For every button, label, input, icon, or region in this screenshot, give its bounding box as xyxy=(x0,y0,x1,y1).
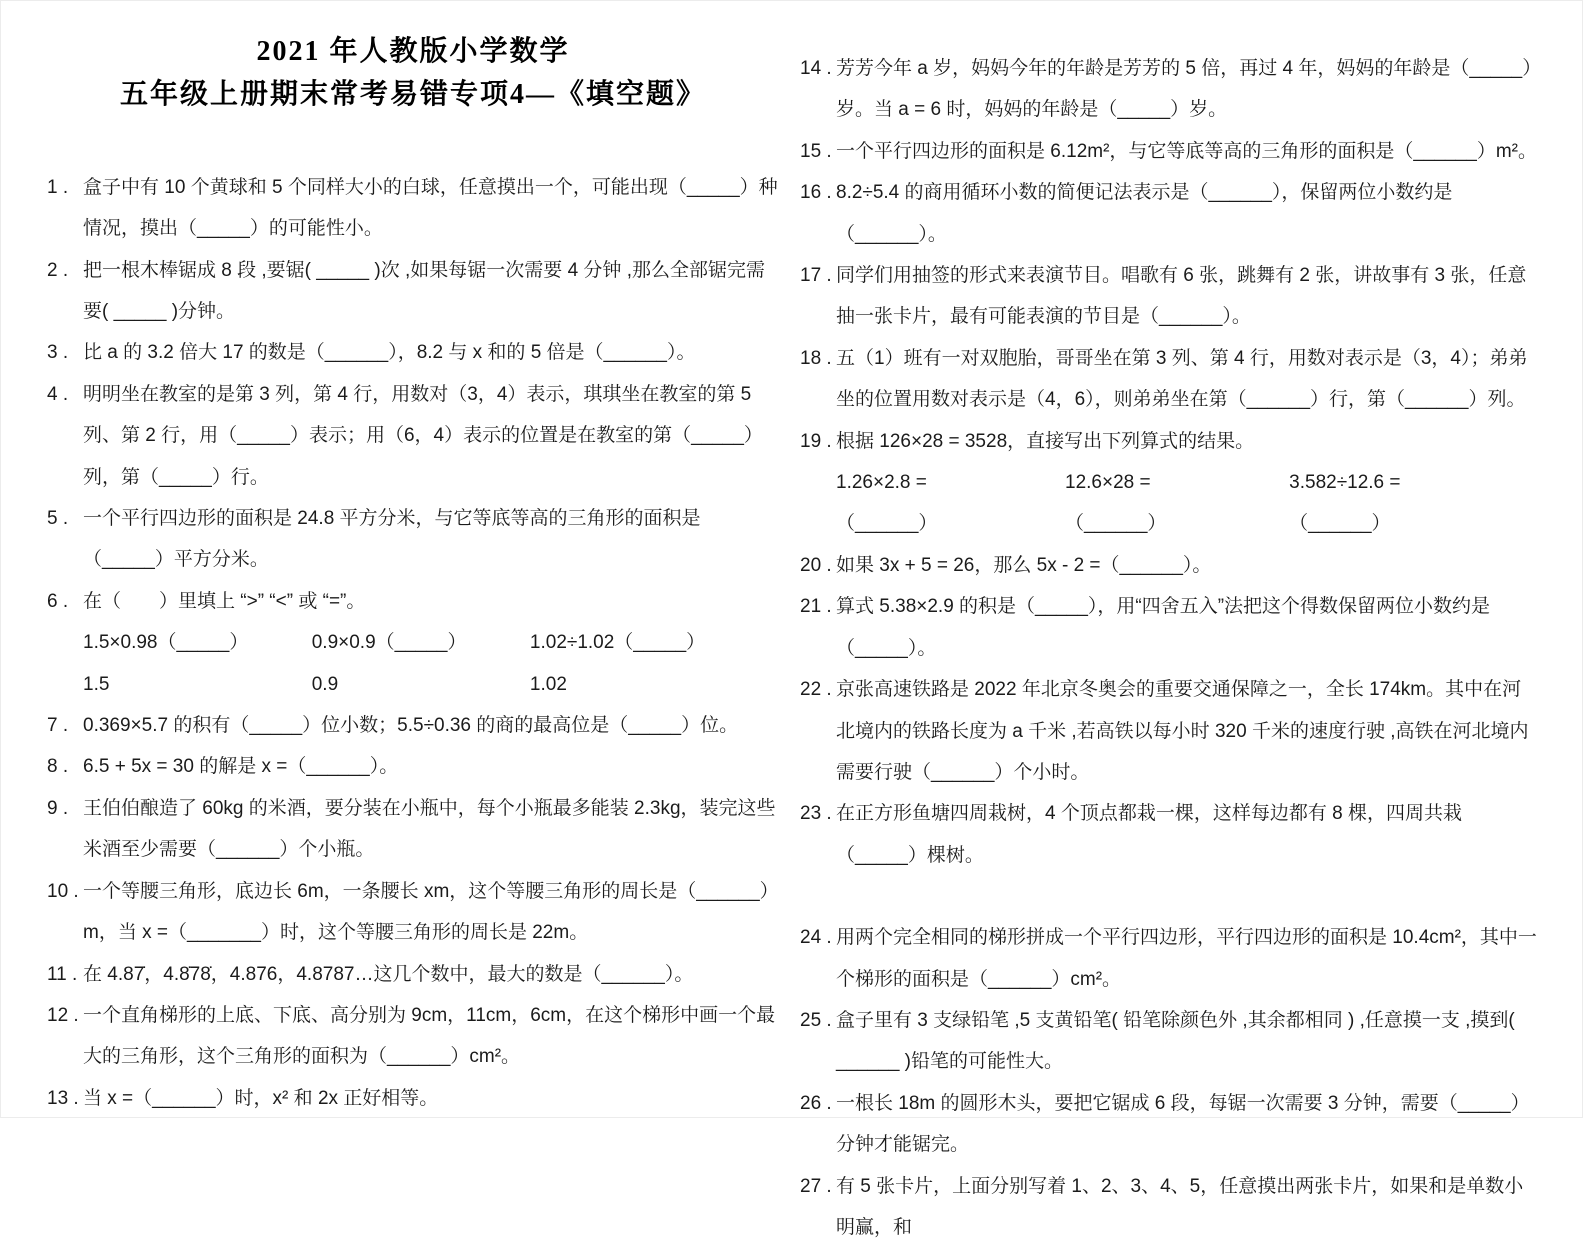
question-text: 同学们用抽签的形式来表演节目。唱歌有 6 张，跳舞有 2 张，讲故事有 3 张，任意抽一张卡片，最有可能表演的节目是（______）。 xyxy=(836,265,1527,328)
question-text: 6.5 + 5x = 30 的解是 x =（______）。 xyxy=(83,756,399,778)
question-text: 京张高速铁路是 2022 年北京冬奥会的重要交通保障之一，全长 174km。其中在河北境内的铁路长度为 a 千米 ,若高铁以每小时 320 千米的速度行驶 ,高铁在河北境内需要行驶（______）个小时。 xyxy=(836,679,1529,783)
question-text: 王伯伯酿造了 60kg 的米酒，要分装在小瓶中，每个小瓶最多能装 2.3kg，装完这些米酒至少需要（______）个小瓶。 xyxy=(83,797,776,861)
question-text: 比 a 的 3.2 倍大 17 的数是（______），8.2 与 x 和的 5 倍是（______）。 xyxy=(83,342,696,364)
question-text: 根据 126×28 = 3528，直接写出下列算式的结果。 xyxy=(836,430,1255,452)
question-text: 芳芳今年 a 岁，妈妈今年的年龄是芳芳的 5 倍，再过 4 年，妈妈的年龄是（_____）岁。当 a = 6 时，妈妈的年龄是（_____）岁。 xyxy=(836,58,1532,121)
question-number: 21 . xyxy=(800,596,832,618)
column-left xyxy=(47,30,779,1119)
question-text: 把一根木棒锯成 8 段 ,要锯( _____ )次 ,如果每锯一次需要 4 分钟 ,那么全部锯完需要( _____ )分钟。 xyxy=(83,259,765,322)
question-number: 7 . xyxy=(47,715,69,737)
question-number: 12 . xyxy=(47,1004,79,1026)
question-12 xyxy=(47,995,779,1078)
question-number: 19 . xyxy=(800,430,832,452)
question-13 xyxy=(47,1078,779,1119)
question-text: 一个直角梯形的上底、下底、高分别为 9cm，11cm，6cm，在这个梯形中画一个最大的三角形，这个三角形的面积为（______）cm²。 xyxy=(83,1004,776,1068)
question-number: 5 . xyxy=(47,508,69,530)
question-25 xyxy=(800,1000,1537,1083)
question-text: 在 4.87̇，4.8̇78̇，4.876，4.8787…这几个数中，最大的数是（______）。 xyxy=(83,963,694,985)
question-26 xyxy=(800,1083,1537,1166)
question-1 xyxy=(47,167,779,250)
question-24 xyxy=(800,917,1537,1000)
question-text: 明明坐在教室的是第 3 列，第 4 行，用数对（3，4）表示，琪琪坐在教室的第 5 列、第 2 行，用（_____）表示；用（6，4）表示的位置是在教室的第（_____）列，第（_____）行。 xyxy=(83,383,763,488)
question-number: 15 . xyxy=(800,140,832,162)
question-7 xyxy=(47,705,779,746)
column-right xyxy=(800,48,1537,1248)
question-text: 如果 3x + 5 = 26，那么 5x - 2 =（______）。 xyxy=(836,554,1212,576)
document-title xyxy=(47,30,779,117)
question-number: 10 . xyxy=(47,880,79,902)
question-19 xyxy=(800,421,1537,462)
question-text: 在正方形鱼塘四周栽树，4 个顶点都栽一棵，这样每边都有 8 棵，四周共栽（_____）棵树。 xyxy=(836,803,1462,866)
question-27 xyxy=(800,1166,1537,1248)
question-6 xyxy=(47,581,779,622)
title-line-1: 2021 年人教版小学数学 xyxy=(256,36,570,67)
comparison-item: 0.9×0.9（_____）0.9 xyxy=(311,632,467,695)
comparison-item: 1.02÷1.02（_____）1.02 xyxy=(529,632,706,695)
equation-item: 1.26×2.8 =（______） xyxy=(836,472,938,535)
question-number: 1 . xyxy=(47,176,69,198)
question-20 xyxy=(800,545,1537,586)
question-text: 当 x =（______）时，x² 和 2x 正好相等。 xyxy=(83,1087,439,1109)
equation-item: 12.6×28 =（______） xyxy=(1065,472,1167,535)
question-6-comparison-row xyxy=(47,622,779,705)
question-text: 盒子里有 3 支绿铅笔 ,5 支黄铅笔( 铅笔除颜色外 ,其余都相同 ) ,任意摸一支 ,摸到( ______ )铅笔的可能性大。 xyxy=(836,1009,1515,1073)
equation-item: 3.582÷12.6 =（______） xyxy=(1289,472,1401,535)
question-text: 算式 5.38×2.9 的积是（_____），用“四舍五入”法把这个得数保留两位小数约是（_____）。 xyxy=(836,596,1491,659)
question-16 xyxy=(800,172,1537,255)
question-text: 用两个完全相同的梯形拼成一个平行四边形，平行四边形的面积是 10.4cm²，其中一个梯形的面积是（______）cm²。 xyxy=(836,927,1537,990)
question-number: 2 . xyxy=(47,259,69,281)
question-3 xyxy=(47,332,779,373)
question-23 xyxy=(800,793,1537,876)
question-number: 17 . xyxy=(800,265,832,287)
question-18 xyxy=(800,338,1537,421)
question-text: 有 5 张卡片，上面分别写着 1、2、3、4、5，任意摸出两张卡片，如果和是单数小明赢，和 xyxy=(836,1175,1524,1238)
question-number: 20 . xyxy=(800,554,832,576)
question-number: 11 . xyxy=(47,963,78,985)
question-10 xyxy=(47,871,779,954)
question-21 xyxy=(800,586,1537,669)
question-22 xyxy=(800,669,1537,793)
question-text: 0.369×5.7 的积有（_____）位小数；5.5÷0.36 的商的最高位是（_____）位。 xyxy=(83,715,739,737)
question-14 xyxy=(800,48,1537,131)
question-text: 五（1）班有一对双胞胎，哥哥坐在第 3 列、第 4 行，用数对表示是（3，4）；弟弟坐的位置用数对表示是（4，6），则弟弟坐在第（______）行，第（______）列。 xyxy=(836,347,1528,411)
question-number: 24 . xyxy=(800,927,832,949)
question-2 xyxy=(47,250,779,333)
title-line-2: 五年级上册期末常考易错专项4—《填空题》 xyxy=(119,79,706,111)
question-8 xyxy=(47,746,779,787)
question-number: 25 . xyxy=(800,1009,832,1031)
question-text: 一个平行四边形的面积是 24.8 平方分米，与它等底等高的三角形的面积是（_____）平方分米。 xyxy=(83,508,701,571)
question-4 xyxy=(47,374,779,498)
question-9 xyxy=(47,788,779,871)
question-text: 8.2÷5.4 的商用循环小数的简便记法表示是（______），保留两位小数约是（______）。 xyxy=(836,182,1453,245)
question-text: 一根长 18m 的圆形木头，要把它锯成 6 段，每锯一次需要 3 分钟，需要（_____）分钟才能锯完。 xyxy=(836,1092,1530,1156)
question-number: 9 . xyxy=(47,797,69,819)
question-number: 23 . xyxy=(800,803,832,825)
question-19-results-row xyxy=(800,462,1537,545)
question-number: 3 . xyxy=(47,342,69,364)
question-number: 16 . xyxy=(800,182,832,204)
question-number: 26 . xyxy=(800,1092,832,1114)
question-number: 8 . xyxy=(47,756,69,778)
question-17 xyxy=(800,255,1537,338)
question-number: 6 . xyxy=(47,590,69,612)
question-number: 22 . xyxy=(800,679,832,701)
comparison-item: 1.5×0.98（_____）1.5 xyxy=(83,632,249,695)
question-number: 4 . xyxy=(47,383,69,405)
question-number: 13 . xyxy=(47,1087,79,1109)
question-text: 一个等腰三角形，底边长 6m，一条腰长 xm，这个等腰三角形的周长是（______）m，当 x =（_______）时，这个等腰三角形的周长是 22m。 xyxy=(83,880,779,944)
question-15 xyxy=(800,131,1537,172)
question-text: 盒子中有 10 个黄球和 5 个同样大小的白球，任意摸出一个，可能出现（_____）种情况，摸出（_____）的可能性小。 xyxy=(83,176,778,240)
question-number: 14 . xyxy=(800,58,832,79)
question-11 xyxy=(47,954,779,995)
question-text: 在（ ）里填上 “>” “<” 或 “=”。 xyxy=(83,590,366,612)
question-text: 一个平行四边形的面积是 6.12m²，与它等底等高的三角形的面积是（______）m²。 xyxy=(836,140,1537,162)
question-5 xyxy=(47,498,779,581)
question-number: 18 . xyxy=(800,347,832,369)
question-number: 27 . xyxy=(800,1175,832,1197)
